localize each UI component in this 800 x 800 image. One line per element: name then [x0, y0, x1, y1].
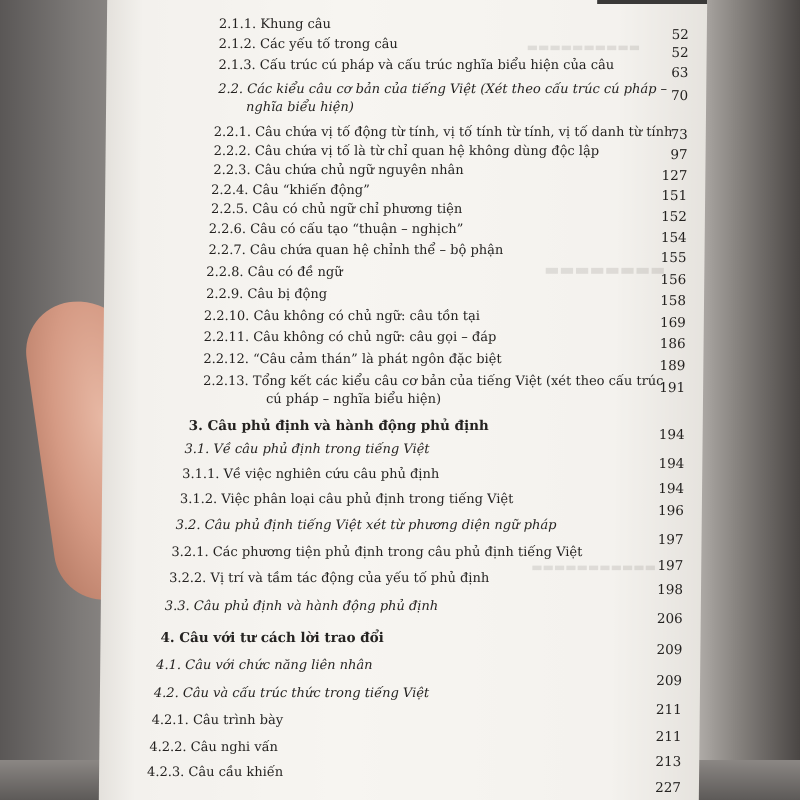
toc-entry-text: 2.2.1. Câu chứa vị tố động từ tính, vị tố tính từ tính, vị tố danh từ tính	[213, 125, 673, 140]
toc-entry-page: 186	[659, 336, 686, 352]
bleed-through: ▬▬▬▬▬▬▬▬▬▬	[526, 40, 641, 54]
toc-entry-text: 2.2.2. Câu chứa vị tố là từ chỉ quan hệ không dùng độc lập	[213, 144, 600, 159]
toc-entry-text: 2.1.2. Các yếu tố trong câu	[218, 37, 398, 52]
page-edge-line	[597, 0, 707, 4]
toc-entry-page: 154	[660, 230, 687, 246]
toc-entry-page: 213	[655, 754, 682, 770]
toc-entry-page: 206	[656, 611, 683, 627]
toc-entry-text: 3.1.2. Việc phân loại câu phủ định trong tiếng Việt	[179, 492, 514, 507]
toc-entry-text: 2.2.6. Câu có cấu tạo “thuận – nghịch”	[208, 222, 464, 237]
toc-entry-text: 2.2. Các kiểu câu cơ bản của tiếng Việt (Xét theo cấu trúc cú pháp –	[218, 82, 668, 97]
toc-entry-text: 4.2.3. Câu cầu khiến	[147, 765, 284, 780]
toc-entry-text: 2.2.7. Câu chứa quan hệ chỉnh thể – bộ phận	[208, 243, 504, 258]
toc-entry-page: 127	[661, 168, 688, 184]
toc-entry-page: 97	[670, 147, 688, 163]
toc-entry-text: 3.3. Câu phủ định và hành động phủ định	[164, 599, 439, 614]
toc-entry-text: 3.1.1. Về việc nghiên cứu câu phủ định	[182, 467, 440, 482]
toc-entry-page: 197	[657, 532, 684, 548]
toc-entry-page: 227	[655, 780, 682, 796]
toc-entry-page: 52	[671, 27, 689, 43]
toc-entry-page: 70	[670, 88, 689, 104]
toc-entry-text: 3.2.2. Vị trí và tầm tác động của yếu tố phủ định	[169, 571, 490, 586]
book-page	[99, 0, 707, 800]
toc-entry-text-continued: cú pháp – nghĩa biểu hiện)	[265, 392, 442, 407]
toc-entry-page: 151	[661, 188, 688, 204]
toc-entry-page: 211	[655, 729, 682, 745]
toc-entry-page: 158	[660, 293, 687, 309]
toc-entry-page: 194	[658, 427, 685, 443]
toc-entry-page: 191	[659, 380, 686, 396]
toc-entry-text: 4.1. Câu với chức năng liên nhân	[156, 658, 373, 673]
toc-entry-page: 196	[657, 503, 684, 519]
toc-entry-text: 2.2.10. Câu không có chủ ngữ: câu tồn tại	[203, 309, 480, 324]
bleed-through: ▬▬▬▬▬▬▬▬	[544, 260, 666, 279]
toc-entry-text: 2.2.5. Câu có chủ ngữ chỉ phương tiện	[210, 202, 463, 217]
toc-entry-text: 2.2.11. Câu không có chủ ngữ: câu gọi – đáp	[203, 330, 497, 345]
toc-entry-page: 209	[656, 642, 683, 658]
toc-entry-page: 194	[658, 456, 685, 472]
toc-entry-page: 194	[658, 481, 685, 497]
toc-entry-page: 198	[657, 582, 684, 598]
toc-entry-page: 52	[671, 45, 689, 61]
toc-section-heading: 4. Câu với tư cách lời trao đổi	[160, 630, 384, 646]
toc-entry-page: 152	[661, 209, 688, 225]
toc-entry-page: 197	[657, 558, 684, 574]
toc-entry-text: 2.2.13. Tổng kết các kiểu câu cơ bản của tiếng Việt (xét theo cấu trúc	[203, 374, 664, 389]
toc-entry-text: 3.2.1. Các phương tiện phủ định trong câu phủ định tiếng Việt	[171, 545, 583, 560]
toc-entry-text: 3.2. Câu phủ định tiếng Việt xét từ phương diện ngữ pháp	[175, 518, 557, 533]
toc-entry-page: 189	[659, 358, 686, 374]
toc-entry-page: 209	[656, 673, 683, 689]
toc-entry-text: 2.2.12. “Câu cảm thán” là phát ngôn đặc biệt	[203, 352, 502, 367]
toc-entry-page: 63	[671, 65, 689, 81]
toc-entry-text: 2.1.1. Khung câu	[218, 17, 332, 32]
toc-entry-text: 4.2.1. Câu trình bày	[151, 713, 284, 728]
toc-entry-page: 211	[655, 702, 682, 718]
toc-entry-text: 2.2.9. Câu bị động	[206, 287, 328, 302]
toc-entry-text: 2.1.3. Cấu trúc cú pháp và cấu trúc nghĩa biểu hiện của câu	[218, 58, 615, 73]
toc-entry-text: 2.2.8. Câu có đề ngữ	[206, 265, 343, 280]
toc-entry-text: 4.2. Câu và cấu trúc thức trong tiếng Việt	[153, 686, 430, 701]
toc-entry-page: 156	[660, 272, 687, 288]
toc-entry-text-continued: nghĩa biểu hiện)	[245, 100, 354, 115]
background-right	[690, 0, 800, 800]
bleed-through: ▬▬▬▬▬▬▬▬▬▬▬	[531, 560, 657, 574]
toc-section-heading: 3. Câu phủ định và hành động phủ định	[188, 418, 489, 434]
toc-entry-text: 4.2.2. Câu nghi vấn	[149, 740, 279, 755]
toc-entry-page: 169	[659, 315, 686, 331]
toc-entry-text: 2.2.3. Câu chứa chủ ngữ nguyên nhân	[213, 163, 464, 178]
toc-entry-text: 2.2.4. Câu “khiến động”	[211, 183, 370, 198]
toc-entry-page: 155	[660, 250, 687, 266]
toc-entry-text: 3.1. Về câu phủ định trong tiếng Việt	[184, 442, 430, 457]
toc-entry-page: 73	[670, 127, 688, 143]
